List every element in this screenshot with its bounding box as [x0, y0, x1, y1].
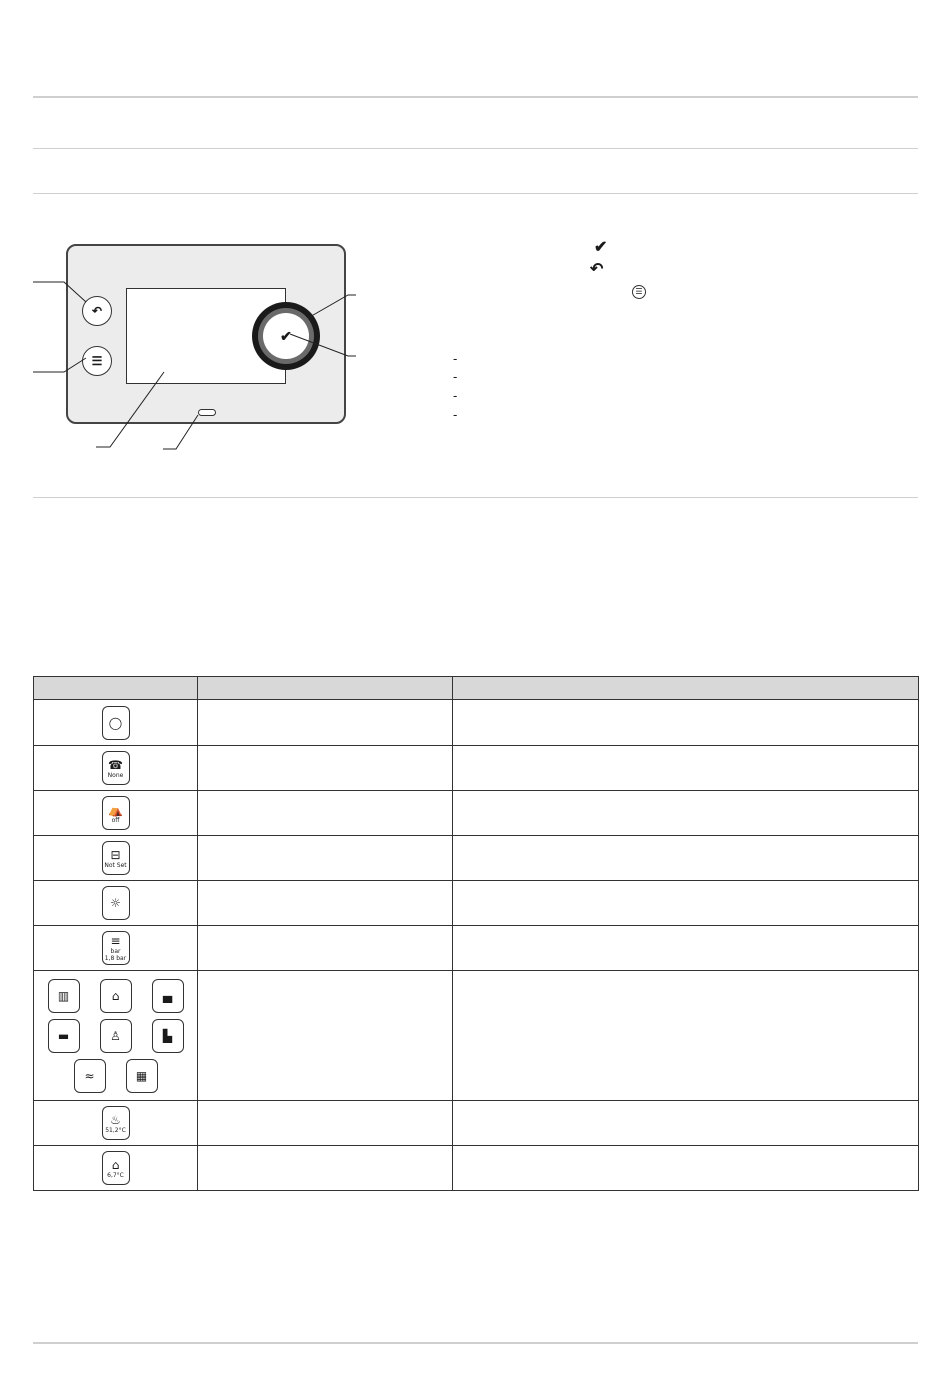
rule-section-2: [33, 193, 918, 194]
table-row: [34, 791, 919, 836]
confirm-button[interactable]: [263, 313, 309, 359]
menu-button[interactable]: [82, 346, 112, 376]
legend-checkmark-icon: ✔: [594, 239, 608, 256]
table-row: [34, 881, 919, 926]
knob-ring: [258, 308, 314, 364]
rule-section-3: [33, 497, 918, 498]
back-button[interactable]: [82, 296, 112, 326]
legend-bullet-1: -: [453, 351, 458, 366]
legend-back-icon: ↶: [590, 261, 604, 278]
rule-bottom: [33, 1342, 918, 1344]
power-icon: ◯: [102, 706, 130, 740]
desk-icon: ♙: [100, 1019, 132, 1053]
pool-icon: ≈: [74, 1059, 106, 1093]
rule-section-1: [33, 148, 918, 149]
menu-icon: ☰: [91, 354, 103, 368]
back-icon: ↶: [91, 304, 103, 318]
table-header-name: [198, 677, 453, 700]
status-led: [198, 409, 216, 416]
table-header-icon: [34, 677, 198, 700]
legend-bullet-2: -: [453, 369, 458, 384]
outdoor-temperature-icon: ⌂ 6,7°C: [102, 1151, 130, 1185]
legend-bullet-3: -: [453, 388, 458, 403]
control-panel-illustration: [66, 244, 346, 424]
legend-bullet-4: -: [453, 407, 458, 422]
stairs-icon: ▙: [152, 1019, 184, 1053]
table-row: [34, 836, 919, 881]
rule-top: [33, 96, 918, 98]
hot-water-temperature-icon: ♨ 51,2°C: [102, 1106, 130, 1140]
service-contact-icon: ☎ None: [102, 751, 130, 785]
table-row: [34, 1101, 919, 1146]
icon-table: [33, 676, 919, 1191]
table-row: [34, 971, 919, 1101]
solar-thermal-icon: ☼: [102, 886, 130, 920]
custom-zone-icon: ▦: [126, 1059, 158, 1093]
zone-icons-group: [34, 971, 198, 1101]
table-row: [34, 746, 919, 791]
table-row: [34, 926, 919, 971]
table-row: [34, 700, 919, 746]
sofa-icon: ▄: [152, 979, 184, 1013]
rotary-knob[interactable]: [252, 302, 320, 370]
bed-icon: ▬: [48, 1019, 80, 1053]
legend-menu-icon: ☰: [632, 285, 646, 299]
radiator-icon: ▥: [48, 979, 80, 1013]
table-row: [34, 1146, 919, 1191]
checkmark-icon: ✔: [280, 327, 292, 344]
chimney-sweep-icon: ⛺ off: [102, 796, 130, 830]
holiday-suitcase-icon: ⊟ Not Set: [102, 841, 130, 875]
table-header-description: [453, 677, 919, 700]
table-header-row: [34, 677, 919, 700]
pressure-icon: ≡ bar 1,8 bar: [102, 931, 130, 965]
home-icon: ⌂: [100, 979, 132, 1013]
